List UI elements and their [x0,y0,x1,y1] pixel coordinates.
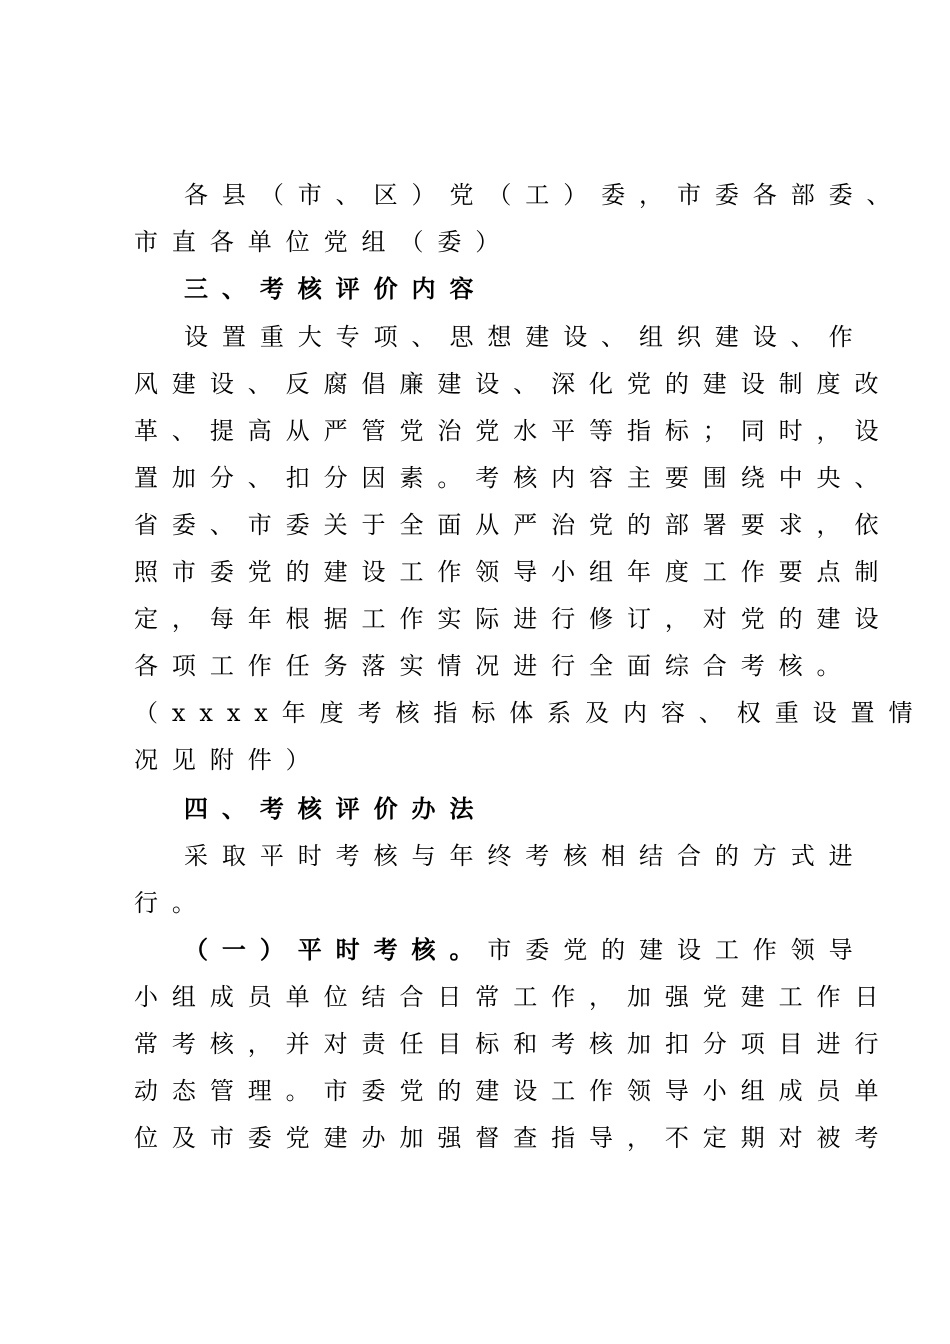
paragraph-line: 风建设、反腐倡廉建设、深化党的建设制度改 [134,370,893,398]
paragraph-line: 动态管理。市委党的建设工作领导小组成员单 [134,1077,893,1105]
paragraph-line: 定，每年根据工作实际进行修订，对党的建设 [134,605,893,633]
paragraph-line: 照市委党的建设工作领导小组年度工作要点制 [134,558,893,586]
paragraph-line: 市直各单位党组（委） [134,228,514,256]
subsection-text: 市委党的建设工作领导 [487,936,867,964]
subsection-line [184,930,874,970]
paragraph-line: （xxxx年度考核指标体系及内容、权重设置情 [134,699,927,727]
subsection-heading: （一）平时考核。 [184,935,488,964]
section-heading-4: 四、考核评价办法 [184,794,488,823]
paragraph-line: 常考核，并对责任目标和考核加扣分项目进行 [134,1030,893,1058]
paragraph-line: 位及市委党建办加强督查指导，不定期对被考 [134,1124,893,1152]
section-heading-3: 三、考核评价内容 [184,274,488,303]
paragraph-line: 革、提高从严管党治党水平等指标；同时，设 [134,417,893,445]
paragraph-line: 小组成员单位结合日常工作，加强党建工作日 [134,983,893,1011]
paragraph-line: 各项工作任务落实情况进行全面综合考核。 [134,652,855,680]
paragraph-line: 各县（市、区）党（工）委，市委各部委、 [184,181,905,209]
paragraph-line: 设置重大专项、思想建设、组织建设、作 [184,323,867,351]
paragraph-line: 置加分、扣分因素。考核内容主要围绕中央、 [134,464,893,492]
paragraph-line: 省委、市委关于全面从严治党的部署要求，依 [134,511,893,539]
paragraph-line: 况见附件） [134,746,324,774]
paragraph-line: 采取平时考核与年终考核相结合的方式进 [184,842,867,870]
paragraph-line: 行。 [134,889,210,917]
